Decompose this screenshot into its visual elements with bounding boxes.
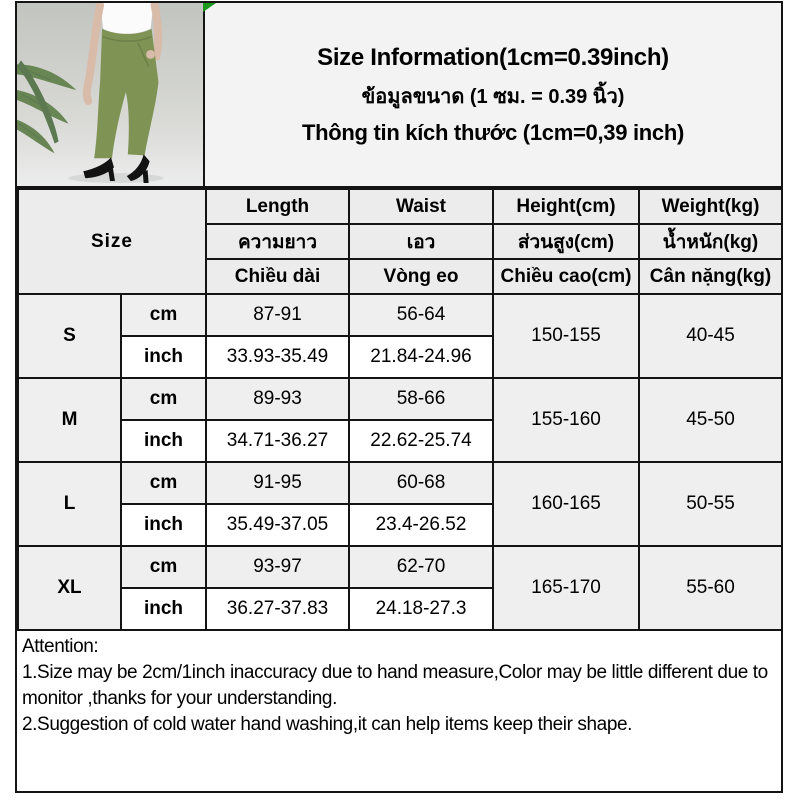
header-weight-en: Weight(kg) (639, 189, 782, 224)
xl-waist-cm: 62-70 (349, 546, 493, 588)
title-panel (205, 3, 781, 186)
s-waist-cm: 56-64 (349, 294, 493, 336)
header-height-vi: Chiều cao(cm) (493, 259, 639, 294)
s-height: 150-155 (493, 294, 639, 378)
unit-inch-label: inch (121, 588, 206, 630)
xl-height: 165-170 (493, 546, 639, 630)
unit-inch-label: inch (121, 336, 206, 378)
attention-heading: Attention: (22, 636, 99, 657)
attention-note-1: 1.Size may be 2cm/1inch inaccuracy due to hand measure,Color may be little different due to monitor ,thanks for your understanding. (22, 662, 768, 709)
table-row (18, 546, 782, 588)
header-waist-en: Waist (349, 189, 493, 224)
header-weight-th: น้ำหนัก(kg) (639, 224, 782, 259)
m-height: 155-160 (493, 378, 639, 462)
attention-notes (17, 631, 781, 791)
size-chart-sheet (15, 1, 783, 793)
unit-cm-label: cm (121, 546, 206, 588)
table-row (18, 462, 782, 504)
header-length-en: Length (206, 189, 349, 224)
header-length-th: ความยาว (206, 224, 349, 259)
header-height-en: Height(cm) (493, 189, 639, 224)
header-waist-vi: Vòng eo (349, 259, 493, 294)
header-length-vi: Chiều dài (206, 259, 349, 294)
title-vietnamese: Thông tin kích thước (1cm=0,39 inch) (302, 119, 684, 145)
header-row-english (18, 189, 782, 224)
xl-weight: 55-60 (639, 546, 782, 630)
l-waist-inch: 23.4-26.52 (349, 504, 493, 546)
m-waist-cm: 58-66 (349, 378, 493, 420)
unit-inch-label: inch (121, 420, 206, 462)
m-length-inch: 34.71-36.27 (206, 420, 349, 462)
l-height: 160-165 (493, 462, 639, 546)
unit-cm-label: cm (121, 462, 206, 504)
xl-waist-inch: 24.18-27.3 (349, 588, 493, 630)
s-length-cm: 87-91 (206, 294, 349, 336)
s-length-inch: 33.93-35.49 (206, 336, 349, 378)
m-waist-inch: 22.62-25.74 (349, 420, 493, 462)
size-m-label: M (18, 378, 121, 462)
size-chart-table (17, 188, 783, 631)
l-length-inch: 35.49-37.05 (206, 504, 349, 546)
size-s-label: S (18, 294, 121, 378)
l-waist-cm: 60-68 (349, 462, 493, 504)
unit-cm-label: cm (121, 294, 206, 336)
top-block (17, 3, 781, 188)
s-weight: 40-45 (639, 294, 782, 378)
size-column-header: Size (18, 189, 206, 294)
xl-length-inch: 36.27-37.83 (206, 588, 349, 630)
product-photo (17, 3, 205, 186)
size-xl-label: XL (18, 546, 121, 630)
attention-note-2: 2.Suggestion of cold water hand washing,it can help items keep their shape. (22, 714, 633, 735)
table-row (18, 378, 782, 420)
m-weight: 45-50 (639, 378, 782, 462)
title-english: Size Information(1cm=0.39inch) (317, 43, 669, 71)
table-row (18, 294, 782, 336)
xl-length-cm: 93-97 (206, 546, 349, 588)
l-weight: 50-55 (639, 462, 782, 546)
product-photo-illustration (17, 3, 203, 186)
unit-inch-label: inch (121, 504, 206, 546)
header-height-th: ส่วนสูง(cm) (493, 224, 639, 259)
corner-accent-icon (203, 3, 216, 12)
m-length-cm: 89-93 (206, 378, 349, 420)
unit-cm-label: cm (121, 378, 206, 420)
title-thai: ข้อมูลขนาด (1 ซม. = 0.39 นิ้ว) (361, 85, 625, 108)
l-length-cm: 91-95 (206, 462, 349, 504)
header-weight-vi: Cân nặng(kg) (639, 259, 782, 294)
s-waist-inch: 21.84-24.96 (349, 336, 493, 378)
header-waist-th: เอว (349, 224, 493, 259)
size-l-label: L (18, 462, 121, 546)
